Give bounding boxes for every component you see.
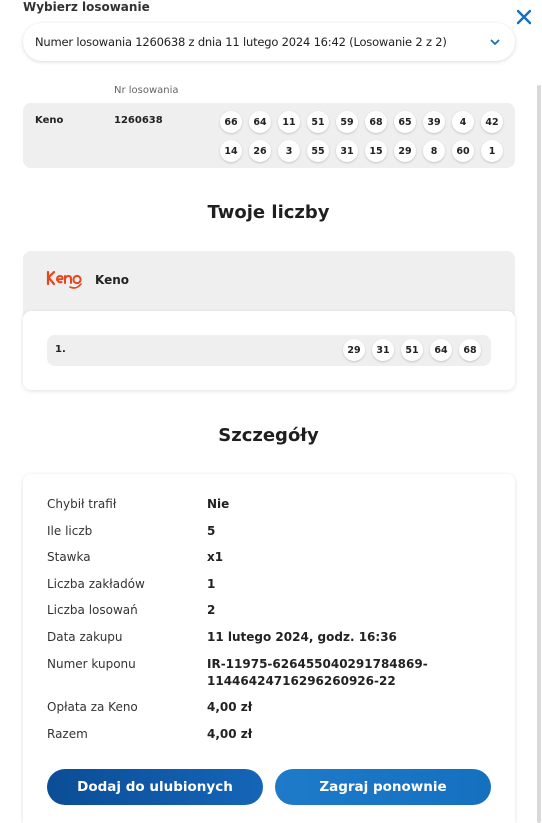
detail-value: Nie (207, 497, 230, 511)
bet-numbers (343, 339, 481, 361)
drawn-number-ball: 14 (220, 140, 242, 162)
draw-number-column-header: Nr losowania (114, 85, 179, 96)
drawn-number-ball: 15 (365, 140, 387, 162)
drawn-number-ball: 65 (394, 111, 416, 133)
chevron-down-icon (489, 36, 501, 48)
detail-label: Ile liczb (47, 524, 93, 538)
drawn-number-ball: 55 (307, 140, 329, 162)
details-card (23, 474, 515, 823)
detail-value: 1 (207, 577, 216, 591)
draw-select-value: Numer losowania 1260638 z dnia 11 lutego 2024 16:42 (Losowanie 2 z 2) (35, 35, 447, 49)
bet-number-ball: 51 (401, 339, 423, 361)
detail-label: Chybił trafił (47, 497, 117, 511)
game-header (23, 251, 515, 317)
drawn-number-ball: 26 (249, 140, 271, 162)
detail-value: 11 lutego 2024, godz. 16:36 (207, 630, 397, 644)
drawn-number-ball: 51 (307, 111, 329, 133)
game-name: Keno (95, 273, 130, 287)
keno-logo (46, 268, 84, 290)
drawn-number-ball: 66 (220, 111, 242, 133)
drawn-number-ball: 39 (423, 111, 445, 133)
detail-value: 4,00 zł (207, 700, 253, 714)
detail-value: x1 (207, 550, 224, 564)
close-icon[interactable] (514, 7, 534, 27)
draw-number: 1260638 (114, 115, 163, 126)
detail-value: 5 (207, 524, 216, 538)
drawn-number-ball: 64 (249, 111, 271, 133)
scrollbar[interactable] (537, 85, 541, 823)
detail-value: 2 (207, 603, 216, 617)
coupon-number-line-2: 11446424716296260926-22 (207, 674, 396, 688)
drawn-number-ball: 60 (452, 140, 474, 162)
bet-number-ball: 68 (459, 339, 481, 361)
bet-card (23, 311, 515, 390)
draw-select-label: Wybierz losowanie (23, 0, 150, 14)
drawn-number-ball: 1 (481, 140, 503, 162)
bet-row (47, 335, 491, 366)
drawn-number-ball: 29 (394, 140, 416, 162)
detail-value: 4,00 zł (207, 727, 253, 741)
draw-result-row (23, 103, 515, 168)
bet-index: 1. (55, 344, 66, 355)
details-title: Szczegóły (218, 425, 319, 446)
detail-label: Data zakupu (47, 630, 123, 644)
drawn-number-ball: 8 (423, 140, 445, 162)
detail-label: Liczba losowań (47, 603, 138, 617)
coupon-number-line-1: IR-11975-626455040291784869- (207, 657, 428, 671)
draw-game-name: Keno (35, 115, 64, 126)
bet-number-ball: 29 (343, 339, 365, 361)
your-numbers-title: Twoje liczby (207, 202, 330, 223)
drawn-numbers (220, 111, 510, 162)
drawn-number-ball: 11 (278, 111, 300, 133)
play-again-button[interactable]: Zagraj ponownie (275, 769, 491, 805)
drawn-number-ball: 4 (452, 111, 474, 133)
drawn-number-ball: 31 (336, 140, 358, 162)
drawn-number-ball: 3 (278, 140, 300, 162)
detail-label: Opłata za Keno (47, 700, 138, 714)
detail-label: Liczba zakładów (47, 577, 145, 591)
drawn-number-ball: 42 (481, 111, 503, 133)
draw-select[interactable] (23, 23, 515, 61)
drawn-number-ball: 68 (365, 111, 387, 133)
drawn-number-ball: 59 (336, 111, 358, 133)
add-to-favorites-button[interactable]: Dodaj do ulubionych (47, 769, 263, 805)
detail-label: Razem (47, 727, 88, 741)
detail-label: Numer kuponu (47, 657, 136, 671)
bet-number-ball: 64 (430, 339, 452, 361)
detail-label: Stawka (47, 550, 91, 564)
bet-number-ball: 31 (372, 339, 394, 361)
